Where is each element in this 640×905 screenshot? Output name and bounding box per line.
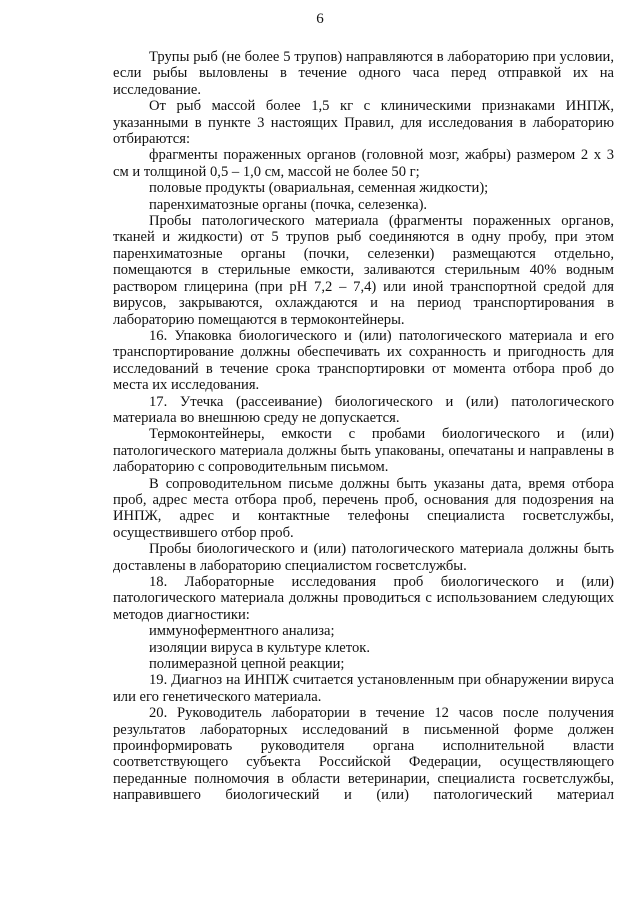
list-item-parenchymal-organs: паренхиматозные органы (почка, селезенка). [149, 196, 428, 213]
paragraph-section-18: 18. Лабораторные исследования проб биологического и (или) патологического материала должны проводиться с использованием следующих методов диагностики: [113, 574, 614, 623]
document-body [113, 49, 614, 804]
paragraph-cover-letter: В сопроводительном письме должны быть указаны дата, время отбора проб, адрес места отбора проб, перечень проб, основания для подозрения на ИНПЖ, адрес и контактные телефоны специалиста госветслужбы, осуществившего отбор проб. [113, 475, 614, 541]
paragraph-pathological-samples: Пробы патологического материала (фрагменты пораженных органов, тканей и жидкости) от 5 трупов рыб соединяются в одну пробу, при этом паренхиматозные органы (почки, селезенки) размещаются отдельно, помещаются в стерильные емкости, заливаются стерильным 40% водным раствором глицерина (при рН 7,2 – 7,4) или иной транспортной средой для вирусов, закрываются, охлаждаются и на период транспортирования в лабораторию помещаются в термоконтейнеры. [113, 213, 614, 328]
paragraph-section-17: 17. Утечка (рассеивание) биологического и (или) патологического материала во внешнюю среду не допускается. [113, 393, 614, 426]
paragraph-section-16: 16. Упаковка биологического и (или) патологического материала и его транспортирование должны обеспечивать их сохранность и пригодность для исследований в течение срока транспортировки от момента отбора проб до места их исследования. [113, 327, 614, 394]
paragraph-delivery: Пробы биологического и (или) патологического материала должны быть доставлены в лабораторию специалистом госветслужбы. [113, 541, 614, 574]
paragraph-section-20: 20. Руководитель лаборатории в течение 12 часов после получения результатов лабораторных исследований в письменной форме должен проинформировать руководителя органа исполнительной власти соответствующего субъекта Российской Федерации, осуществляющего переданные полномочия в области ветеринарии, специалиста госветслужбы, направившего биологический и (или) патологический материал [113, 705, 614, 804]
paragraph-fish-carcasses: Трупы рыб (не более 5 трупов) направляются в лабораторию при условии, если рыбы выловлены в течение одного часа перед отправкой их на исследование. [113, 49, 614, 98]
paragraph-section-19: 19. Диагноз на ИНПЖ считается установленным при обнаружении вируса или его генетического материала. [113, 672, 614, 705]
list-item-sex-products: половые продукты (овариальная, семенная жидкости); [149, 180, 489, 197]
list-item-pcr: полимеразной цепной реакции; [149, 656, 345, 673]
list-item-elisa: иммуноферментного анализа; [149, 623, 335, 640]
list-item-virus-isolation: изоляции вируса в культуре клеток. [149, 639, 370, 656]
list-item-organ-fragments: фрагменты пораженных органов (головной мозг, жабры) размером 2 х 3 см и толщиной 0,5 – 1,0 см, массой не более 50 г; [113, 147, 614, 180]
page-number: 6 [316, 11, 324, 27]
paragraph-fish-over-1-5kg: От рыб массой более 1,5 кг с клиническими признаками ИНПЖ, указанными в пункте 3 настоящих Правил, для исследования в лабораторию отбираются: [113, 98, 614, 148]
paragraph-thermocontainers: Термоконтейнеры, емкости с пробами биологического и (или) патологического материала должны быть упакованы, опечатаны и направлены в лабораторию с сопроводительным письмом. [113, 426, 614, 476]
